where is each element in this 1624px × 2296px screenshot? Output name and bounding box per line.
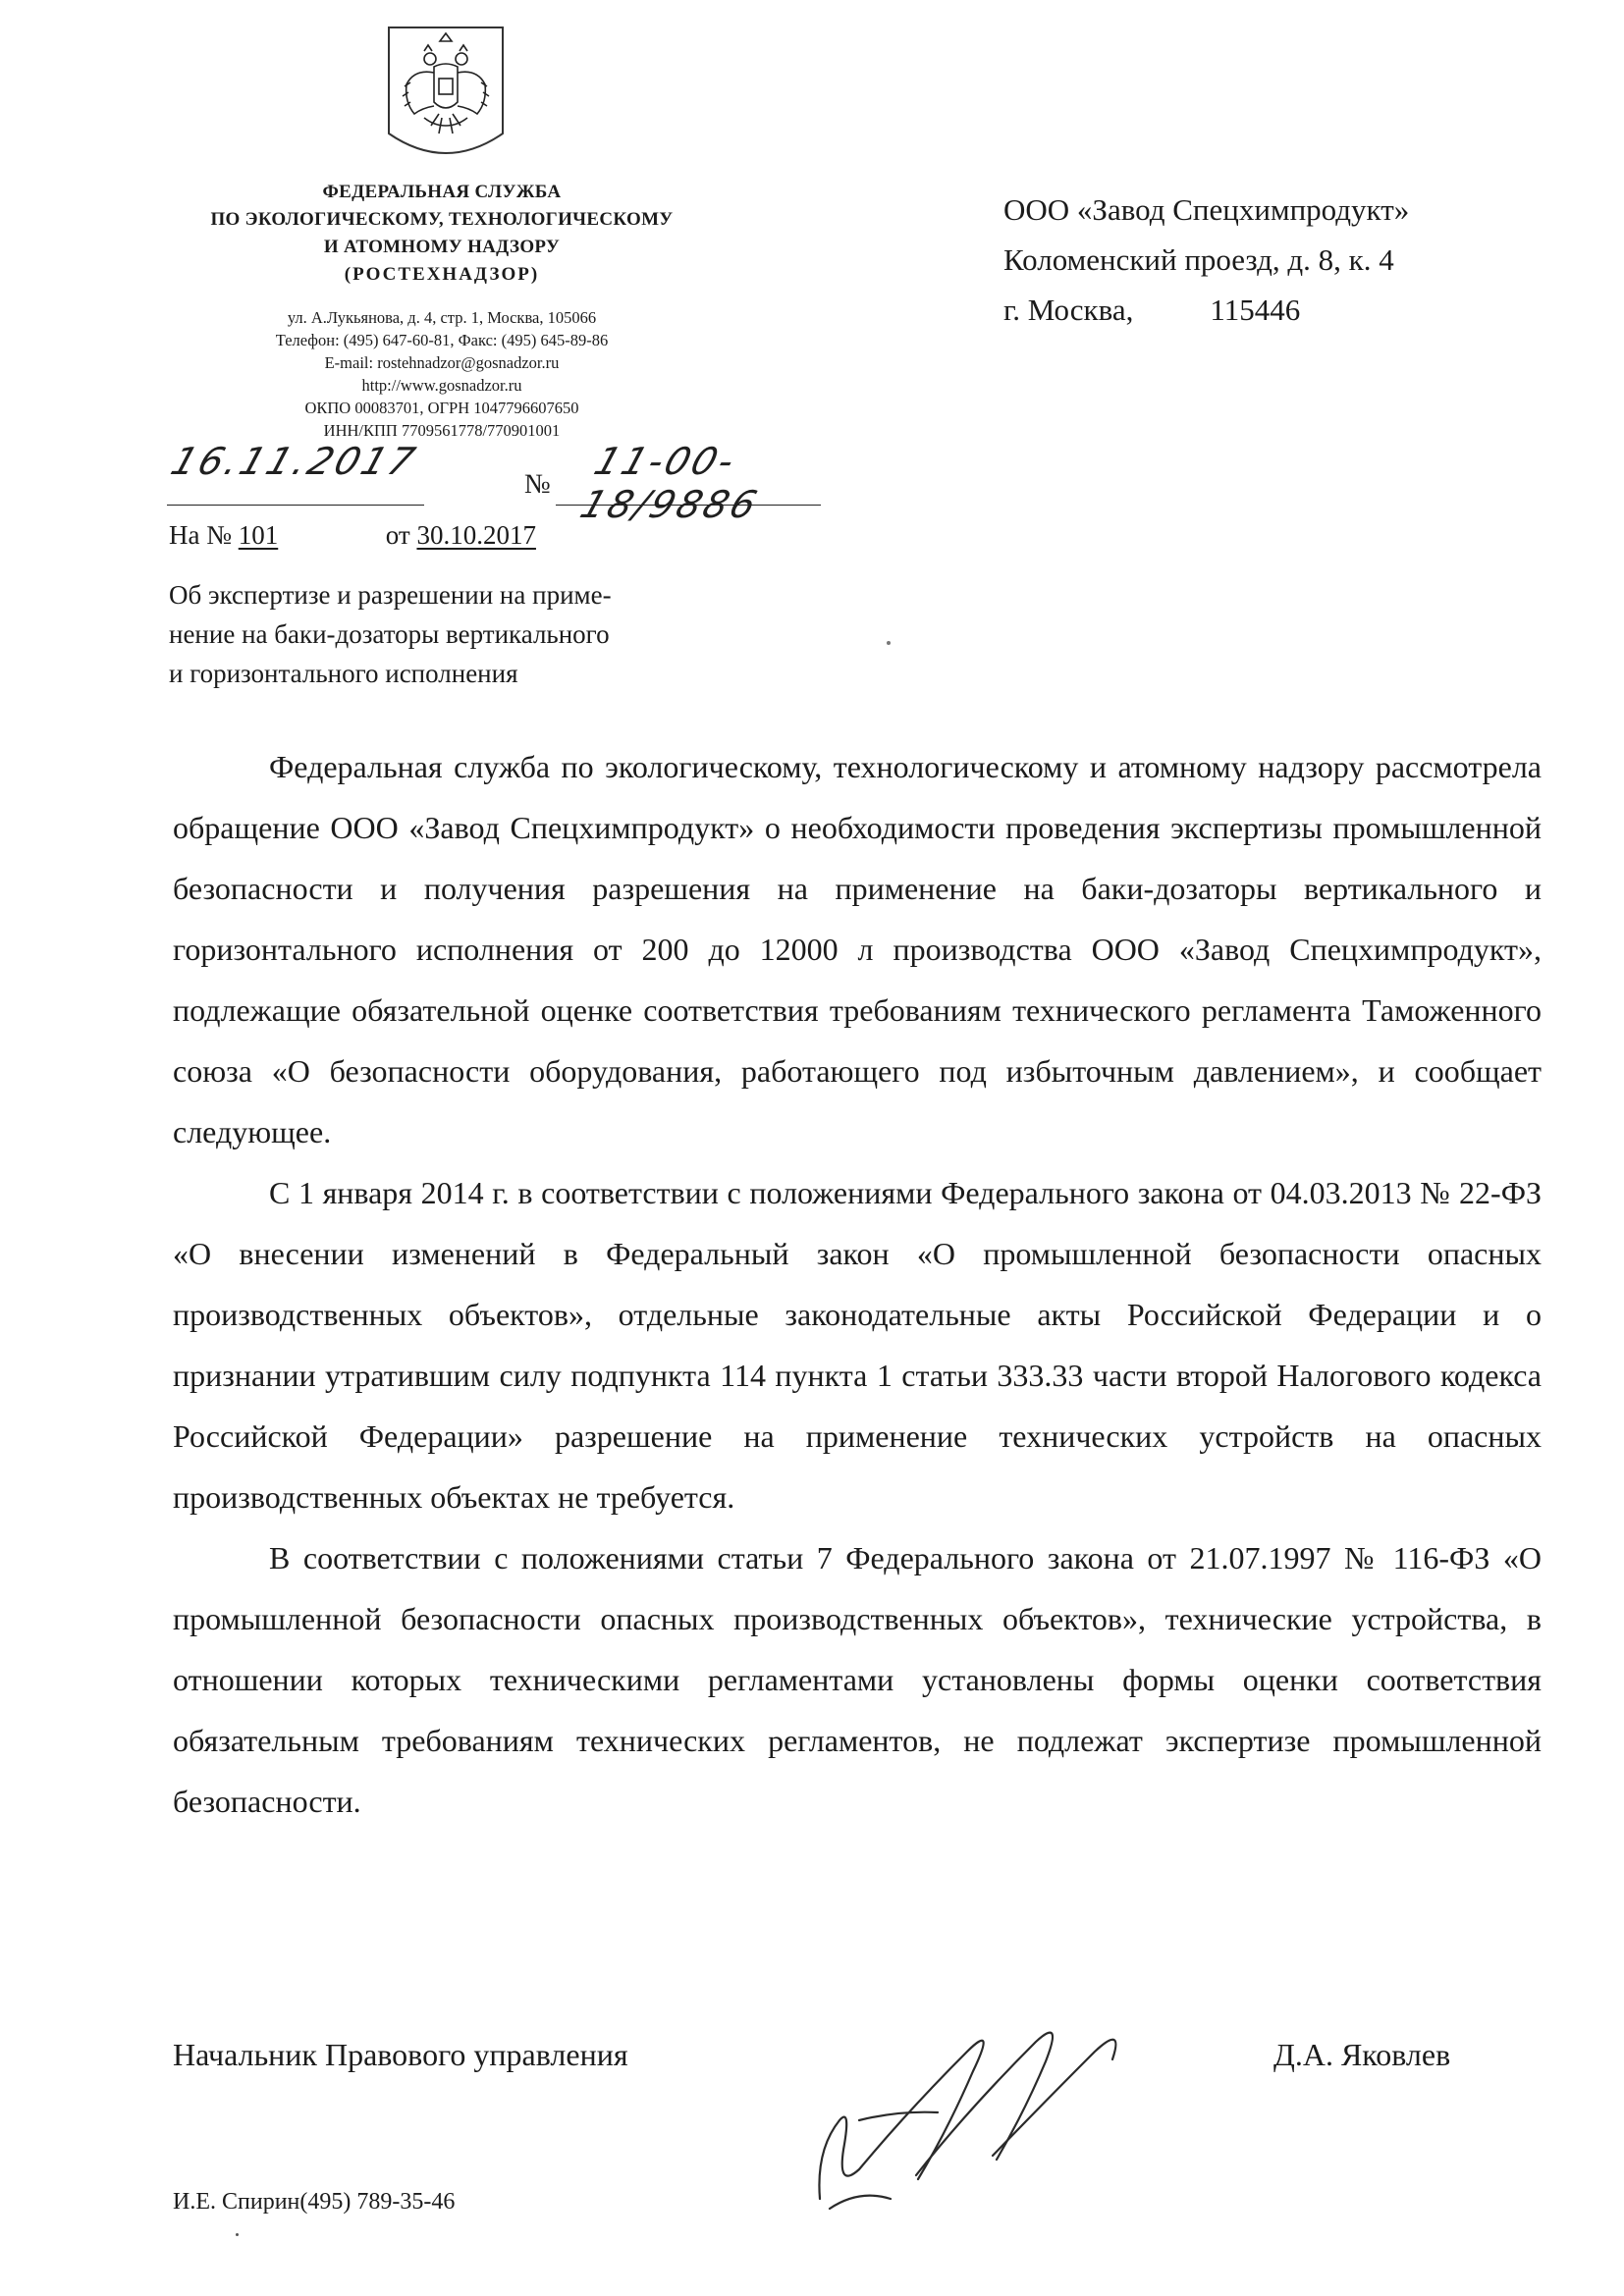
registration-number-label: № bbox=[524, 469, 551, 500]
reference-line bbox=[169, 520, 536, 551]
registration-date-handwritten: 16.11.2017 bbox=[165, 440, 423, 483]
addressee-block bbox=[1003, 185, 1409, 335]
authority-inn: ИНН/КПП 7709561778/770901001 bbox=[323, 421, 561, 440]
reference-label: На № bbox=[169, 520, 232, 550]
authority-codes: ОКПО 00083701, ОГРН 1047796607650 bbox=[304, 399, 579, 417]
subject-line-2: нение на баки-дозаторы вертикального bbox=[169, 619, 610, 649]
authority-phone: Телефон: (495) 647-60-81, Факс: (495) 645-89-86 bbox=[275, 331, 609, 349]
registration-date-underline bbox=[167, 505, 424, 506]
body-paragraph-2: С 1 января 2014 г. в соответствии с положениями Федерального закона от 04.03.2013 № 22-ФЗ «О внесении изменений в Федеральный закон «О промышленной безопасности опасных производственных объектов», отдельные законодательные акты Российской Федерации и о признании утратившим силу подпункта 114 пункта 1 статьи 333.33 части второй Налогового кодекса Российской Федерации» разрешение на применение технических устройств на опасных производственных объектах не требуется. bbox=[173, 1175, 1542, 1515]
handwritten-signature bbox=[800, 2002, 1164, 2228]
addressee-city-row bbox=[1003, 285, 1409, 335]
letter-body bbox=[173, 736, 1542, 1832]
registration-number-handwritten: 11-00-18/9886 bbox=[574, 440, 765, 526]
body-paragraph-1: Федеральная служба по экологическому, технологическому и атомному надзору рассмотрела обращение ООО «Завод Спецхимпродукт» о необходимости проведения экспертизы промышленной безопасности и получения разрешения на применение на баки-дозаторы вертикального и горизонтального исполнения от 200 до 12000 л производства ООО «Завод Спецхимпродукт», подлежащие обязательной оценке соответствия требованиям технического регламента Таможенного союза «О безопасности оборудования, работающего под избыточным давлением», и сообщает следующее. bbox=[173, 749, 1542, 1149]
authority-website: http://www.gosnadzor.ru bbox=[361, 376, 522, 395]
registration-number-underline bbox=[556, 505, 821, 506]
authority-email: E-mail: rostehnadzor@gosnadzor.ru bbox=[324, 353, 560, 372]
executor-contact: И.Е. Спирин(495) 789-35-46 bbox=[173, 2189, 456, 2215]
authority-contacts bbox=[157, 306, 727, 442]
subject-line-3: и горизонтального исполнения bbox=[169, 659, 518, 688]
signatory-name: Д.А. Яковлев bbox=[1273, 2037, 1451, 2072]
addressee-zip: 115446 bbox=[1210, 293, 1301, 327]
reference-number: 101 bbox=[238, 520, 279, 550]
reference-from-label: от bbox=[385, 520, 410, 550]
addressee-company: ООО «Завод Спецхимпродукт» bbox=[1003, 192, 1410, 227]
addressee-street: Коломенский проезд, д. 8, к. 4 bbox=[1003, 242, 1394, 277]
authority-abbreviation: (РОСТЕХНАДЗОР) bbox=[344, 264, 540, 285]
authority-address: ул. А.Лукьянова, д. 4, стр. 1, Москва, 105066 bbox=[287, 308, 597, 327]
authority-name-line-3: И АТОМНОМУ НАДЗОРУ bbox=[323, 237, 561, 257]
authority-name-line-1: ФЕДЕРАЛЬНАЯ СЛУЖБА bbox=[322, 182, 562, 202]
addressee-city: г. Москва, bbox=[1003, 293, 1134, 327]
subject-line-1: Об экспертизе и разрешении на приме- bbox=[169, 580, 612, 610]
letter-subject bbox=[169, 575, 738, 693]
scan-speck bbox=[887, 641, 891, 645]
outgoing-registration bbox=[165, 440, 835, 526]
coat-of-arms-emblem bbox=[385, 24, 507, 161]
reference-date: 30.10.2017 bbox=[416, 520, 536, 550]
signatory-title: Начальник Правового управления bbox=[173, 2037, 628, 2072]
authority-name-line-2: ПО ЭКОЛОГИЧЕСКОМУ, ТЕХНОЛОГИЧЕСКОМУ bbox=[210, 209, 674, 230]
authority-header bbox=[157, 179, 727, 442]
body-paragraph-3: В соответствии с положениями статьи 7 Федерального закона от 21.07.1997 № 116-ФЗ «О промышленной безопасности опасных производственных объектов», технические устройства, в отношении которых техническими регламентами установлены формы оценки соответствия обязательным требованиям технических регламентов, не подлежат экспертизе промышленной безопасности. bbox=[173, 1540, 1542, 1819]
scan-speck-bottom bbox=[236, 2233, 239, 2236]
